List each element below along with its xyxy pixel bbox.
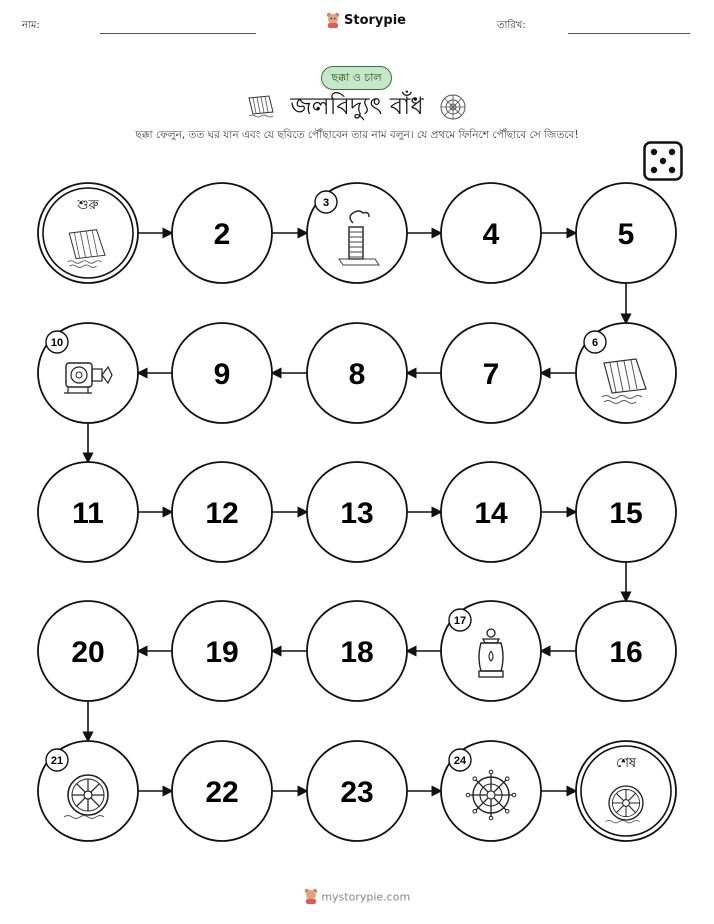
board-cell-8[interactable]: [307, 323, 407, 423]
board-cell-3[interactable]: [307, 183, 407, 283]
end-label: শেষ: [615, 756, 637, 771]
cell-number: 15: [609, 497, 643, 530]
cell-number: 6: [591, 337, 599, 349]
board-cell-9[interactable]: [172, 323, 272, 423]
date-label: তারিখ:: [497, 20, 526, 31]
cell-number: 16: [609, 636, 643, 669]
cell-number: 5: [617, 218, 635, 251]
cell-number-tag: [315, 191, 337, 213]
board-cell-5[interactable]: [576, 183, 676, 283]
cell-number: 12: [205, 497, 239, 530]
board-cell-4[interactable]: [441, 183, 541, 283]
name-label: নাম:: [22, 20, 40, 31]
board-cell-15[interactable]: [576, 462, 676, 562]
cell-number: 7: [482, 358, 500, 391]
board-cell-16[interactable]: [576, 601, 676, 701]
cell-number: 23: [340, 776, 374, 809]
board-cell-24[interactable]: [441, 741, 541, 841]
cell-number: 24: [453, 755, 467, 767]
cell-number: 14: [474, 497, 508, 530]
board-cell-21[interactable]: [38, 741, 138, 841]
cell-number: 11: [72, 497, 104, 530]
footer-url: mystorypie.com: [321, 890, 411, 904]
board-cell-11[interactable]: [38, 462, 138, 562]
cell-number: 21: [50, 755, 64, 767]
board-cell-2[interactable]: [172, 183, 272, 283]
cell-number-tag: [46, 749, 68, 771]
board-cell-6[interactable]: [576, 323, 676, 423]
cell-number: 3: [322, 197, 330, 209]
board-cell-19[interactable]: [172, 601, 272, 701]
board-cell-13[interactable]: [307, 462, 407, 562]
cell-number-tag: [46, 331, 68, 353]
cell-number: 8: [348, 358, 366, 391]
cell-number: 20: [71, 636, 105, 669]
board-cell-12[interactable]: [172, 462, 272, 562]
board-cell-1[interactable]: [38, 183, 138, 283]
board-cell-14[interactable]: [441, 462, 541, 562]
instructions: ছক্কা ফেলুন, তত ঘর যান এবং যে ছবিতে পৌঁছাবেন তার নাম বলুন। যে প্রথমে ফিনিশে পৌঁছাবে সে জিতবে!: [135, 129, 579, 141]
footer: [0, 888, 714, 907]
game-type-badge: ছক্কা ও চাল: [321, 66, 392, 90]
cell-number: 9: [213, 358, 231, 391]
board-cell-17[interactable]: [441, 601, 541, 701]
footer-bear-icon: [304, 888, 318, 907]
board-cell-22[interactable]: [172, 741, 272, 841]
cell-number-tag: [449, 609, 471, 631]
start-label: শুরু: [77, 198, 99, 213]
cell-number: 22: [205, 776, 239, 809]
cell-number-tag: [449, 749, 471, 771]
board-cell-18[interactable]: [307, 601, 407, 701]
cell-number: 17: [453, 615, 467, 627]
cell-number: 19: [205, 636, 239, 669]
cell-number: 10: [50, 337, 64, 349]
cell-number: 13: [340, 497, 374, 530]
board-cell-25[interactable]: [576, 741, 676, 841]
cell-number: 2: [213, 218, 231, 251]
board-cell-20[interactable]: [38, 601, 138, 701]
board-cell-10[interactable]: [38, 323, 138, 423]
cell-number: 4: [482, 218, 500, 251]
board-cell-23[interactable]: [307, 741, 407, 841]
cell-number: 18: [340, 636, 374, 669]
page-title: জলবিদ্যুৎ বাঁধ: [290, 92, 424, 120]
brand-name: Storypie: [344, 12, 406, 28]
cell-number-tag: [584, 331, 606, 353]
board-cell-7[interactable]: [441, 323, 541, 423]
